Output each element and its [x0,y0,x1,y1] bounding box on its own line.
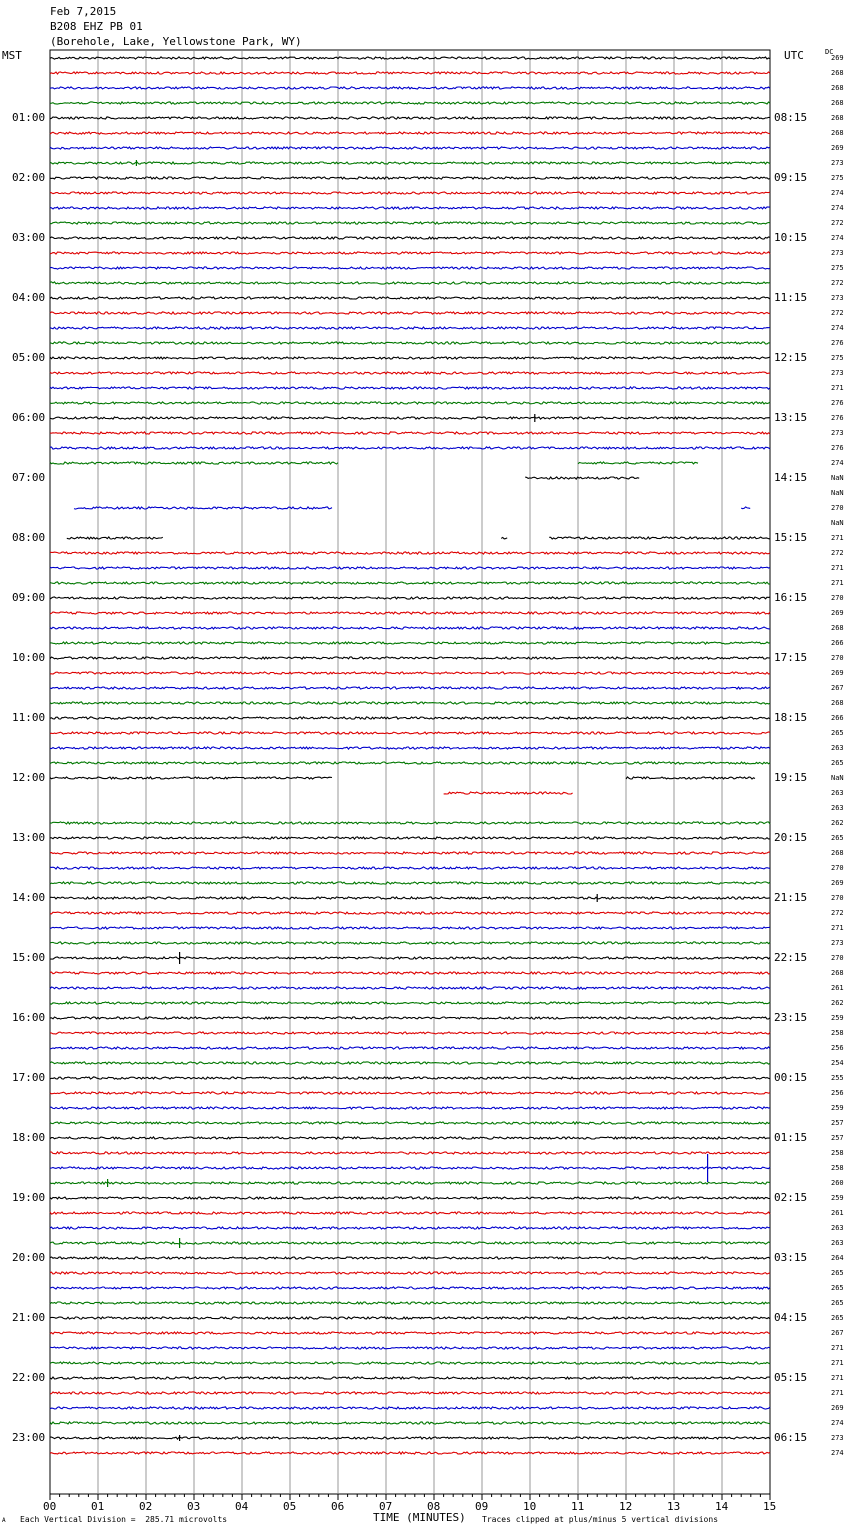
trace-row [50,1032,770,1034]
utc-axis-label: UTC [784,49,804,62]
mst-hour-label: 12:00 [12,771,46,784]
utc-hour-label: 01:15 [774,1131,808,1144]
dc-offset-label: 273 [831,429,844,437]
dc-offset-label: 258 [831,1029,844,1037]
trace-row [501,537,507,539]
trace-row [50,1347,770,1349]
dc-offset-label: 271 [831,1374,844,1382]
trace-row [50,312,770,314]
dc-offset-label: 268 [831,849,844,857]
dc-offset-label: 265 [831,759,844,767]
dc-offset-label: 272 [831,309,844,317]
trace-row [50,672,770,674]
dc-offset-label: 268 [831,129,844,137]
x-tick-label: 07 [379,1500,393,1513]
dc-offset-label: 274 [831,204,844,212]
utc-hour-label: 06:15 [774,1431,808,1444]
dc-offset-label: 268 [831,969,844,977]
mst-hour-label: 05:00 [12,351,46,364]
utc-hour-label: 17:15 [774,651,808,664]
dc-offset-label: 273 [831,159,844,167]
trace-row [67,537,163,539]
trace-row [549,537,770,539]
dc-offset-label: 265 [831,1299,844,1307]
dc-offset-label: 262 [831,819,844,827]
trace-row [50,702,770,704]
trace-row [50,627,770,629]
trace-row [50,357,770,359]
trace-row [50,1242,770,1244]
dc-offset-label: 262 [831,999,844,1007]
utc-hour-label: 15:15 [774,531,808,544]
mst-hour-label: 10:00 [12,651,46,664]
dc-offset-label: NaN [831,489,844,497]
dc-offset-label: 263 [831,1239,844,1247]
dc-offset-label: 259 [831,1014,844,1022]
trace-row [50,402,770,404]
mst-hour-label: 15:00 [12,951,46,964]
dc-offset-label: 267 [831,684,844,692]
trace-row [50,582,770,584]
trace-row [50,912,770,914]
trace-row [50,567,770,569]
trace-row [50,1317,770,1319]
mst-hour-label: 14:00 [12,891,46,904]
dc-offset-label: 268 [831,114,844,122]
mst-hour-label: 01:00 [12,111,46,124]
dc-offset-label: 266 [831,714,844,722]
dc-offset-label: 269 [831,144,844,152]
trace-row [50,987,770,989]
trace-row [50,1122,770,1124]
dc-offset-label: 274 [831,1419,844,1427]
trace-row [50,927,770,929]
dc-offset-label: 269 [831,54,844,62]
dc-offset-label: 268 [831,69,844,77]
dc-offset-label: 258 [831,1149,844,1157]
dc-offset-label: 258 [831,1164,844,1172]
trace-row [50,597,770,599]
dc-offset-label: 268 [831,99,844,107]
dc-offset-label: 270 [831,894,844,902]
mst-hour-label: 09:00 [12,591,46,604]
x-tick-label: 13 [667,1500,681,1513]
mst-axis-label: MST [2,49,22,62]
trace-row [50,1332,770,1334]
utc-hour-label: 22:15 [774,951,808,964]
trace-row [50,102,770,104]
trace-row [50,957,770,959]
x-tick-label: 02 [139,1500,153,1513]
trace-row [50,1077,770,1079]
scale-note: Each Vertical Division = 285.71 microvolts [20,1515,228,1524]
date-title: Feb 7,2015 [50,5,117,18]
dc-offset-label: 255 [831,1074,844,1082]
utc-hour-label: 18:15 [774,711,808,724]
clip-note: Traces clipped at plus/minus 5 vertical divisions [482,1515,719,1524]
trace-row [50,942,770,944]
mst-hour-label: 22:00 [12,1371,46,1384]
dc-offset-label: 259 [831,1104,844,1112]
trace-row [50,1092,770,1094]
dc-offset-label: 271 [831,564,844,572]
dc-offset-label: 269 [831,609,844,617]
dc-offset-label: 273 [831,939,844,947]
trace-row [50,267,770,269]
trace-row [50,642,770,644]
dc-offset-label: 276 [831,444,844,452]
trace-row [50,882,770,884]
dc-offset-label: 257 [831,1134,844,1142]
dc-offset-label: 270 [831,654,844,662]
x-tick-label: 15 [763,1500,777,1513]
dc-offset-label: 270 [831,504,844,512]
dc-offset-label: 273 [831,1434,844,1442]
x-tick-label: 04 [235,1500,249,1513]
x-axis-title: TIME (MINUTES) [373,1511,466,1524]
dc-offset-label: 265 [831,729,844,737]
trace-row [50,1062,770,1064]
utc-hour-label: 19:15 [774,771,808,784]
dc-offset-label: 276 [831,399,844,407]
trace-row [50,1422,770,1424]
trace-row [50,1287,770,1289]
dc-offset-label: 274 [831,324,844,332]
dc-offset-label: 271 [831,1389,844,1397]
dc-offset-label: 272 [831,219,844,227]
trace-row [50,1452,770,1454]
trace-row [50,282,770,284]
dc-offset-label: 257 [831,1119,844,1127]
trace-row [50,1362,770,1364]
x-tick-label: 12 [619,1500,633,1513]
dc-offset-label: 265 [831,1269,844,1277]
mst-hour-label: 07:00 [12,471,46,484]
trace-row [50,87,770,89]
dc-offset-label: 268 [831,624,844,632]
trace-row [50,1272,770,1274]
dc-offset-label: 265 [831,1284,844,1292]
utc-hour-label: 09:15 [774,171,808,184]
utc-hour-label: 13:15 [774,411,808,424]
trace-row [50,342,770,344]
trace-row [50,822,770,824]
x-tick-label: 10 [523,1500,537,1513]
dc-offset-label: 270 [831,864,844,872]
dc-offset-label: 264 [831,1254,844,1262]
dc-offset-label: 273 [831,249,844,257]
trace-row [50,552,770,554]
x-tick-label: 11 [571,1500,585,1513]
x-tick-label: 03 [187,1500,201,1513]
trace-row [50,687,770,689]
dc-offset-label: 274 [831,234,844,242]
dc-offset-label: 263 [831,744,844,752]
mst-hour-label: 11:00 [12,711,46,724]
utc-hour-label: 23:15 [774,1011,808,1024]
dc-offset-label: 261 [831,984,844,992]
dc-offset-label: 272 [831,279,844,287]
dc-offset-label: 271 [831,1344,844,1352]
trace-row [50,177,770,179]
dc-offset-label: NaN [831,774,844,782]
mst-hour-label: 17:00 [12,1071,46,1084]
dc-offset-label: 274 [831,189,844,197]
x-tick-label: 00 [43,1500,57,1513]
trace-row [50,1107,770,1109]
trace-row [50,1197,770,1199]
dc-offset-label: 265 [831,1314,844,1322]
dc-offset-label: 256 [831,1089,844,1097]
utc-hour-label: 04:15 [774,1311,808,1324]
dc-offset-label: 275 [831,354,844,362]
mst-hour-label: 02:00 [12,171,46,184]
station-title: B208 EHZ PB 01 [50,20,143,33]
trace-row [741,507,750,509]
dc-offset-label: 254 [831,1059,844,1067]
dc-offset-label: 263 [831,789,844,797]
dc-offset-label: 276 [831,414,844,422]
dc-offset-label: 273 [831,294,844,302]
utc-hour-label: 03:15 [774,1251,808,1264]
trace-row [50,132,770,134]
mst-hour-label: 19:00 [12,1191,46,1204]
utc-hour-label: 05:15 [774,1371,808,1384]
trace-row [50,1182,770,1184]
footer-mark: A [2,1517,6,1524]
dc-offset-label: 273 [831,369,844,377]
trace-row [50,1002,770,1004]
trace-row [50,732,770,734]
trace-row [50,372,770,374]
trace-row [50,237,770,239]
mst-hour-label: 13:00 [12,831,46,844]
dc-offset-label: 266 [831,639,844,647]
dc-offset-label: 259 [831,1194,844,1202]
trace-row [578,462,698,464]
trace-row [50,747,770,749]
dc-offset-label: 270 [831,594,844,602]
dc-offset-label: 265 [831,834,844,842]
dc-offset-label: 274 [831,1449,844,1457]
dc-offset-label: 270 [831,954,844,962]
trace-row [50,762,770,764]
dc-offset-label: 269 [831,669,844,677]
utc-hour-label: 02:15 [774,1191,808,1204]
dc-offset-label: 271 [831,579,844,587]
trace-row [50,657,770,659]
utc-hour-label: 20:15 [774,831,808,844]
utc-hour-label: 21:15 [774,891,808,904]
dc-offset-label: 261 [831,1209,844,1217]
mst-hour-label: 20:00 [12,1251,46,1264]
trace-row [50,147,770,149]
dc-offset-label: 260 [831,1179,844,1187]
utc-hour-label: 16:15 [774,591,808,604]
trace-row [50,162,770,164]
trace-row [626,777,755,779]
dc-offset-label: 256 [831,1044,844,1052]
trace-row [50,837,770,839]
mst-hour-label: 16:00 [12,1011,46,1024]
trace-row [444,792,573,794]
trace-row [74,507,332,509]
x-tick-label: 08 [427,1500,441,1513]
trace-row [50,1212,770,1214]
location-title: (Borehole, Lake, Yellowstone Park, WY) [50,35,302,48]
trace-row [50,1167,770,1169]
trace-row [50,252,770,254]
x-tick-label: 05 [283,1500,297,1513]
trace-row [50,297,770,299]
trace-row [50,1302,770,1304]
utc-hour-label: 11:15 [774,291,808,304]
mst-hour-label: 04:00 [12,291,46,304]
x-tick-label: 01 [91,1500,105,1513]
dc-offset-label: 268 [831,699,844,707]
mst-hour-label: 06:00 [12,411,46,424]
trace-row [50,207,770,209]
trace-row [50,1407,770,1409]
trace-row [50,417,770,419]
dc-offset-label: 271 [831,924,844,932]
trace-row [50,1047,770,1049]
trace-row [50,1137,770,1139]
trace-row [50,1437,770,1439]
dc-offset-label: 275 [831,174,844,182]
dc-offset-label: 263 [831,804,844,812]
dc-offset-label: 271 [831,384,844,392]
dc-offset-label: 271 [831,534,844,542]
dc-offset-label: 274 [831,459,844,467]
trace-row [525,477,639,479]
trace-row [50,432,770,434]
utc-hour-label: 12:15 [774,351,808,364]
dc-axis-label: DC [825,48,834,56]
x-tick-label: 09 [475,1500,489,1513]
trace-row [50,222,770,224]
dc-offset-label: 269 [831,1404,844,1412]
dc-offset-label: NaN [831,519,844,527]
trace-row [50,72,770,74]
trace-row [50,717,770,719]
mst-hour-label: 21:00 [12,1311,46,1324]
dc-offset-label: 269 [831,879,844,887]
utc-hour-label: 14:15 [774,471,808,484]
mst-hour-label: 23:00 [12,1431,46,1444]
trace-row [50,1257,770,1259]
trace-row [50,1227,770,1229]
mst-hour-label: 18:00 [12,1131,46,1144]
x-tick-label: 14 [715,1500,729,1513]
trace-row [50,387,770,389]
dc-offset-label: 263 [831,1224,844,1232]
dc-offset-label: NaN [831,474,844,482]
dc-offset-label: 268 [831,84,844,92]
trace-row [50,867,770,869]
dc-offset-label: 272 [831,549,844,557]
trace-row [50,612,770,614]
mst-hour-label: 08:00 [12,531,46,544]
mst-hour-label: 03:00 [12,231,46,244]
trace-row [50,57,770,59]
dc-offset-label: 276 [831,339,844,347]
dc-offset-label: 267 [831,1329,844,1337]
trace-row [50,447,770,449]
trace-row [50,897,770,899]
trace-row [50,192,770,194]
utc-hour-label: 00:15 [774,1071,808,1084]
trace-row [50,1152,770,1154]
trace-row [50,852,770,854]
trace-row [50,327,770,329]
dc-offset-label: 271 [831,1359,844,1367]
trace-row [50,1377,770,1379]
trace-row [50,117,770,119]
dc-offset-label: 275 [831,264,844,272]
dc-offset-label: 272 [831,909,844,917]
trace-row [50,1017,770,1019]
utc-hour-label: 10:15 [774,231,808,244]
trace-row [50,1392,770,1394]
trace-row [50,972,770,974]
utc-hour-label: 08:15 [774,111,808,124]
x-tick-label: 06 [331,1500,345,1513]
